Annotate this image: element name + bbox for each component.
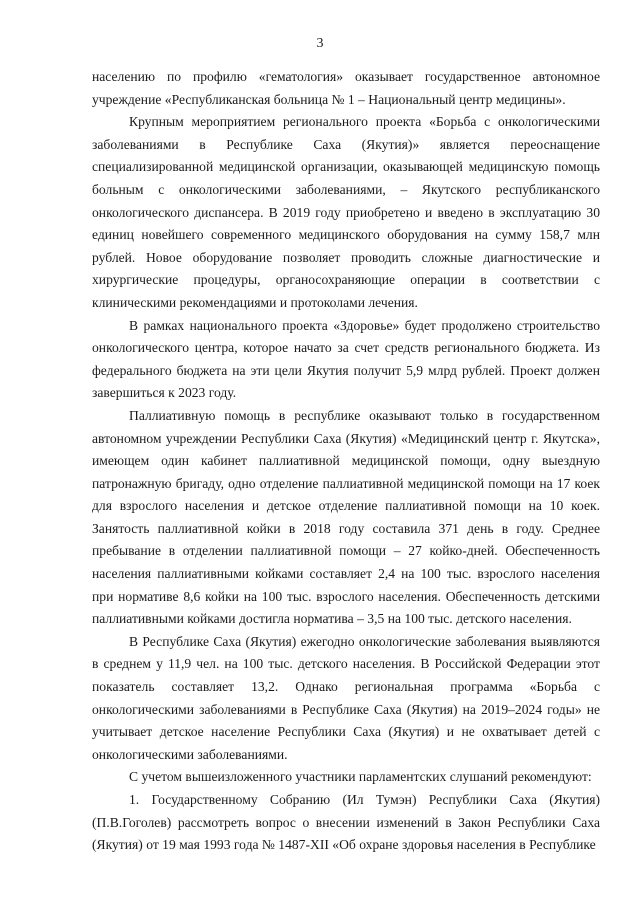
- paragraph-6: С учетом вышеизложенного участники парламентских слушаний рекомендуют:: [129, 769, 592, 785]
- paragraph-4: Паллиативную помощь в республике оказывают только в государственном автономном учреждении Республики Саха (Якутия) «Медицинский центр г. Якутска», имеющем один кабинет паллиативной медицинской помощи, одну выездную патронажную бригаду, одно отделение паллиативной медицинской помощи на 17 коек для взрослого населения и детское отделение паллиативной помощи на 10 коек. Занятость паллиативной койки в 2018 году составила 371 день в году. Среднее пребывание в отделении паллиативной помощи – 27 койко-дней. Обеспеченность населения паллиативными койками составляет 2,4 на 100 тыс. взрослого населения при нормативе 8,6 койки на 100 тыс. взрослого населения. Обеспеченность детскими паллиативными койками достигла норматива – 3,5 на 100 тыс. детского населения.: [92, 407, 600, 627]
- paragraph-7: 1. Государственному Собранию (Ил Тумэн) Республики Саха (Якутия) (П.В.Гоголев) рассмотреть вопрос о внесении изменений в Закон Республики Саха (Якутия) от 19 мая 1993 года № 1487-XII «Об охране здоровья населения в Республике: [92, 792, 600, 853]
- paragraph-1: населению по профилю «гематология» оказывает государственное автономное учреждение «Республиканская больница № 1 – Национальный центр медицины».: [92, 69, 600, 107]
- paragraph-5: В Республике Саха (Якутия) ежегодно онкологические заболевания выявляются в среднем у 11,9 чел. на 100 тыс. детского населения. В Российской Федерации этот показатель составляет 13,2. Однако региональная программа «Борьба с онкологическими заболеваниями в Республике Саха (Якутия) на 2019–2024 годы» не учитывает детское население Республики Саха (Якутия) и не охватывает детей с онкологическими заболеваниями.: [92, 633, 600, 762]
- paragraph-2: Крупным мероприятием регионального проекта «Борьба с онкологическими заболеваниями в Республике Саха (Якутия)» является переоснащение специализированной медицинской организации, оказывающей медицинскую помощь больным с онкологическими заболеваниями, – Якутского республиканского онкологического диспансера. В 2019 году приобретено и введено в эксплуатацию 30 единиц новейшего современного медицинского оборудования на сумму 158,7 млн рублей. Новое оборудование позволяет проводить сложные диагностические и хирургические процедуры, органосохраняющие операции в соответствии с клиническими рекомендациями и протоколами лечения.: [92, 114, 600, 310]
- paragraph-3: В рамках национального проекта «Здоровье» будет продолжено строительство онкологического центра, которое начато за счет средств регионального бюджета. Из федерального бюджета на эти цели Якутия получит 5,9 млрд рублей. Проект должен завершиться к 2023 году.: [92, 317, 600, 401]
- page-number: 3: [316, 36, 324, 51]
- document-body: [92, 66, 600, 857]
